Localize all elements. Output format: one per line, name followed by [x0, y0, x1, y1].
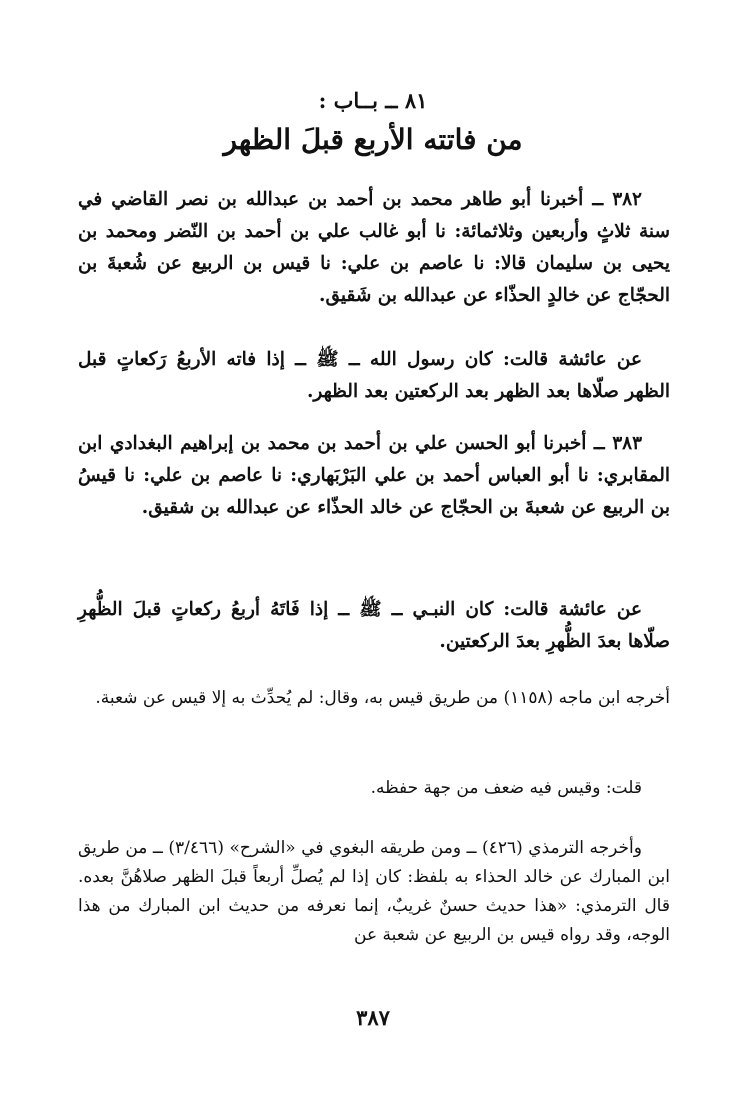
hadith-383-number: ٣٨٣ ــ: [593, 433, 643, 454]
chapter-title: من فاتته الأربع قبلَ الظهر: [223, 123, 523, 156]
hadith-382-isnad: [78, 184, 670, 312]
hadith-383-isnad-text: أخبرنا أبو الحسن علي بن أحمد بن محمد بن إبراهيم البغدادي ابن المقابري: نا أبو العباس أحمد بن علي البَرْبَهاري: نا عاصم بن علي: نا قيسُ بن الربيع عن شعبةَ بن الحجّاج عن خالد الحذّاء عن عبدالله بن شقيق.: [78, 433, 670, 518]
hadith-382-matn: عن عائشة قالت: كان رسول الله ــ ﷺ ــ إذا فاته الأربعُ رَكعاتٍ قبل الظهر صلّاها بعد الظهر بعد الركعتين بعد الظهر.: [78, 349, 670, 402]
chapter-number: ٨١ ــ بــاب :: [318, 88, 428, 113]
hadith-383-isnad: [78, 428, 670, 524]
note-tirmidhi: وأخرجه الترمذي (٤٢٦) ــ ومن طريقه البغوي في «الشرح» (٣/٤٦٦) ــ من طريق ابن المبارك عن خالد الحذاء به بلفظ: كان إذا لم يُصلِّ أربعاً قبلَ الظهر صلاهُنَّ بعده. قال الترمذي: «هذا حديث حسنٌ غريبٌ، إنما نعرفه من حديث ابن المبارك من هذا الوجه، وقد رواه قيس بن الربيع عن شعبة عن: [78, 838, 670, 945]
note-qays-weakness: قلت: وقيس فيه ضعف من جهة حفظه.: [370, 778, 642, 798]
page-number: ٣٨٧: [356, 1005, 390, 1030]
hadith-382-isnad-text: أخبرنا أبو طاهر محمد بن أحمد بن عبدالله بن نصر القاضي في سنة ثلاثٍ وأربعين وثلاثمائة: نا أبو غالب علي بن أحمد بن النّضر ومحمد بن يحيى بن سليمان قالا: نا عاصم بن علي: نا قيس بن الربيع عن شُعبةَ بن الحجّاج عن خالدٍ الحذّاء عن عبدالله بن شَقيق.: [78, 189, 670, 306]
note-ibn-majah: أخرجه ابن ماجه (١١٥٨) من طريق قيس به، وقال: لم يُحدِّث به إلا قيس عن شعبة.: [95, 688, 670, 708]
hadith-383-matn: عن عائشة قالت: كان النبـي ــ ﷺ ــ إذا فَاتَهُ أربعُ ركعاتٍ قبلَ الظُّهرِ صلّاها بعدَ الظُّهرِ بعدَ الركعتين.: [78, 599, 670, 652]
hadith-382-number: ٣٨٢ ــ: [592, 189, 642, 210]
